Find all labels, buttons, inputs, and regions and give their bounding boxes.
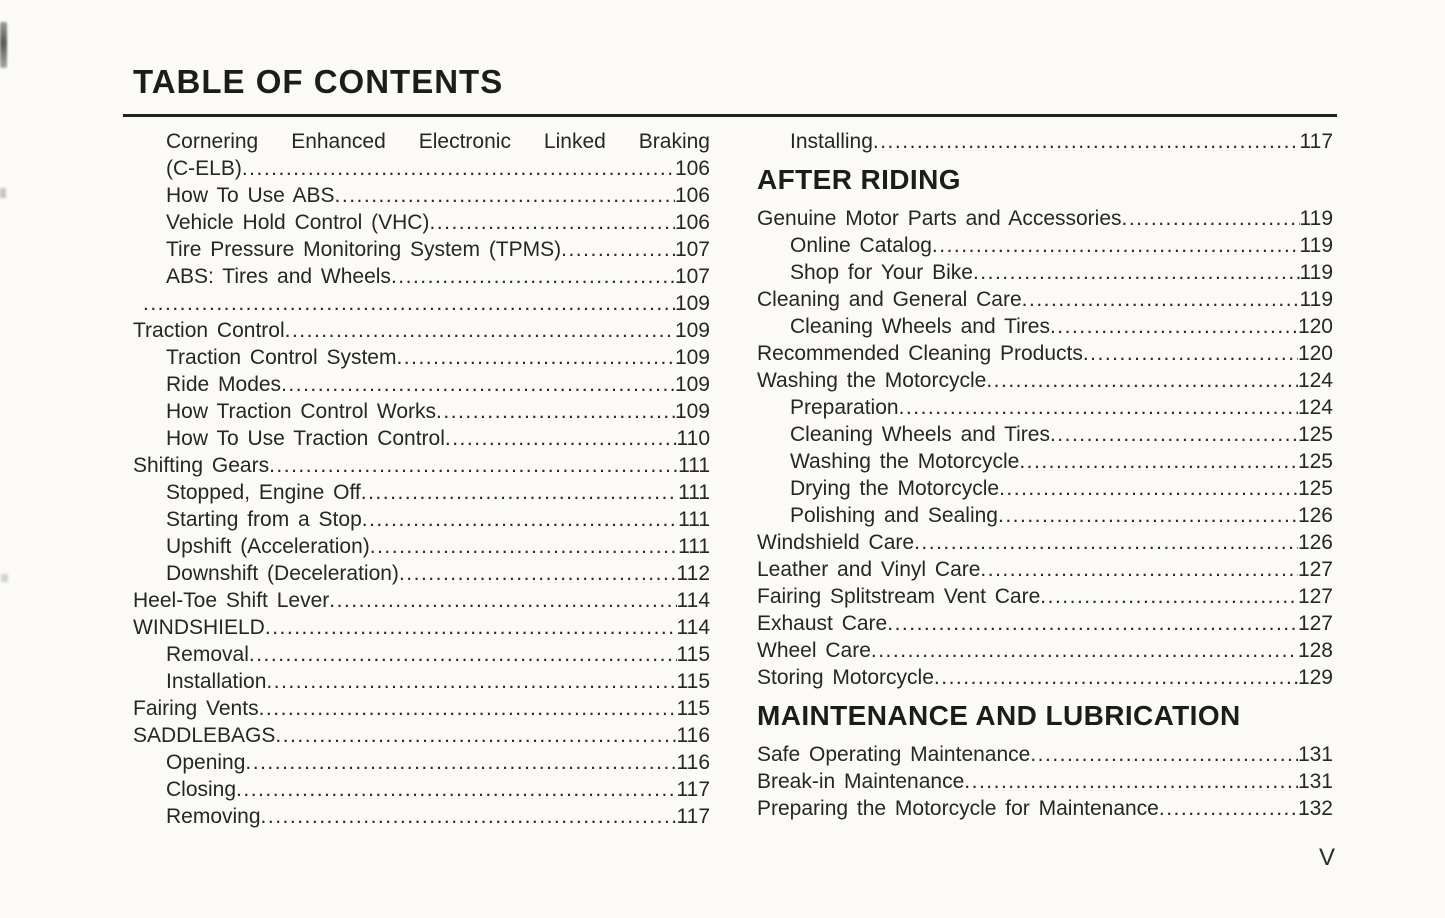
toc-leader-dots xyxy=(266,668,676,695)
toc-leader-dots xyxy=(361,479,678,506)
toc-leader-dots xyxy=(1040,583,1298,610)
toc-entry-label: Ride Modes xyxy=(166,373,282,396)
toc-entry-wrapped-line xyxy=(133,128,710,155)
toc-entry-label: Closing xyxy=(166,778,237,801)
toc-entry xyxy=(133,560,710,587)
toc-leader-dots xyxy=(242,155,675,182)
toc-entry xyxy=(757,583,1333,610)
toc-entry-label: How To Use Traction Control xyxy=(166,427,445,450)
toc-leader-dots xyxy=(999,475,1298,502)
toc-page-number: 107 xyxy=(674,265,710,288)
toc-entry-label: Traction Control xyxy=(133,319,285,342)
toc-page-number: 132 xyxy=(1297,797,1333,820)
toc-page-number: 116 xyxy=(676,751,710,774)
toc-entry-label: Storing Motorcycle xyxy=(757,666,934,689)
toc-entry-label: Traction Control System xyxy=(166,346,397,369)
toc-page-number: 109 xyxy=(674,346,710,369)
toc-entry-label: Installing xyxy=(790,130,873,153)
toc-entry-label: Cornering Enhanced Electronic Linked Braking xyxy=(166,130,710,153)
toc-leader-dots xyxy=(986,367,1298,394)
toc-entry-label: Stopped, Engine Off xyxy=(166,481,361,504)
toc-leader-dots xyxy=(932,232,1300,259)
toc-entry-label: Heel-Toe Shift Lever xyxy=(133,589,330,612)
toc-entry xyxy=(133,398,710,425)
toc-leader-dots xyxy=(973,259,1300,286)
toc-leader-dots xyxy=(143,290,675,317)
toc-entry xyxy=(133,614,710,641)
toc-entry xyxy=(133,533,710,560)
toc-leader-dots xyxy=(249,641,677,668)
toc-leader-dots xyxy=(335,182,675,209)
toc-leader-dots xyxy=(934,664,1298,691)
toc-page-number: 124 xyxy=(1297,369,1333,392)
page-title: TABLE OF CONTENTS xyxy=(133,63,504,100)
toc-entry xyxy=(757,556,1333,583)
scan-edge-artifact xyxy=(0,22,7,68)
scan-edge-artifact xyxy=(0,188,6,198)
toc-column-left xyxy=(133,128,710,830)
toc-leader-dots xyxy=(265,614,677,641)
toc-leader-dots xyxy=(261,803,677,830)
toc-page-number: 125 xyxy=(1297,477,1333,500)
toc-entry-label: Removing xyxy=(166,805,261,828)
toc-page-number: 115 xyxy=(676,697,710,720)
toc-entry-label: Installation xyxy=(166,670,267,693)
toc-leader-dots xyxy=(1019,448,1298,475)
toc-page-number: 125 xyxy=(1297,423,1333,446)
toc-entry xyxy=(133,695,710,722)
toc-entry xyxy=(757,768,1333,795)
toc-page-number: 111 xyxy=(678,454,710,477)
toc-entry xyxy=(757,610,1333,637)
toc-page-number: 106 xyxy=(674,184,710,207)
toc-entry xyxy=(757,259,1333,286)
toc-entry xyxy=(757,741,1333,768)
toc-entry-label: (C-ELB) xyxy=(166,157,242,180)
toc-page-number: 111 xyxy=(678,508,710,531)
toc-leader-dots xyxy=(964,768,1298,795)
toc-entry xyxy=(757,367,1333,394)
toc-page-number: 110 xyxy=(676,427,710,450)
toc-page-number: 128 xyxy=(1297,639,1333,662)
toc-leader-dots xyxy=(391,263,675,290)
toc-entry xyxy=(757,795,1333,822)
toc-entry-label: Opening xyxy=(166,751,246,774)
toc-page-number: 106 xyxy=(674,211,710,234)
toc-entry xyxy=(757,232,1333,259)
toc-entry-label: Upshift (Acceleration) xyxy=(166,535,370,558)
toc-entry-label: Starting from a Stop xyxy=(166,508,362,531)
toc-leader-dots xyxy=(1159,795,1298,822)
toc-leader-dots xyxy=(429,209,675,236)
toc-page-number: 107 xyxy=(674,238,710,261)
toc-leader-dots xyxy=(1122,205,1300,232)
toc-page-number: 109 xyxy=(674,292,710,315)
toc-entry xyxy=(757,340,1333,367)
toc-leader-dots xyxy=(236,776,676,803)
toc-entry-label: Drying the Motorcycle xyxy=(790,477,1000,500)
toc-leader-dots xyxy=(914,529,1298,556)
toc-page-number: 114 xyxy=(676,616,710,639)
toc-entry xyxy=(757,205,1333,232)
toc-entry-label: Genuine Motor Parts and Accessories xyxy=(757,207,1122,230)
toc-leader-dots xyxy=(899,394,1298,421)
toc-entry-label: How To Use ABS xyxy=(166,184,335,207)
toc-page-number: 111 xyxy=(678,535,710,558)
toc-entry xyxy=(133,182,710,209)
toc-entry xyxy=(133,749,710,776)
toc-entry xyxy=(133,155,710,182)
toc-entry xyxy=(757,286,1333,313)
toc-entry xyxy=(133,317,710,344)
toc-entry-label: Exhaust Care xyxy=(757,612,888,635)
toc-page-number: 127 xyxy=(1297,612,1333,635)
toc-leader-dots xyxy=(281,371,675,398)
toc-leader-dots xyxy=(396,344,674,371)
toc-entry xyxy=(133,263,710,290)
toc-page-number: 131 xyxy=(1297,770,1333,793)
toc-entry-label: Windshield Care xyxy=(757,531,915,554)
toc-leader-dots xyxy=(370,533,678,560)
toc-entry xyxy=(133,236,710,263)
toc-entry xyxy=(133,641,710,668)
toc-entry-label: Vehicle Hold Control (VHC) xyxy=(166,211,430,234)
toc-leader-dots xyxy=(871,637,1298,664)
toc-page-number: 109 xyxy=(674,319,710,342)
toc-entry-label: Shop for Your Bike xyxy=(790,261,973,284)
toc-entry xyxy=(757,128,1333,155)
toc-page-number: 126 xyxy=(1297,531,1333,554)
toc-entry-label: Washing the Motorcycle xyxy=(757,369,987,392)
toc-entry xyxy=(133,425,710,452)
toc-entry xyxy=(757,637,1333,664)
toc-page-number: 131 xyxy=(1297,743,1333,766)
toc-entry-label: Preparation xyxy=(790,396,899,419)
toc-entry-label: Online Catalog xyxy=(790,234,932,257)
toc-leader-dots xyxy=(259,695,677,722)
toc-entry xyxy=(757,664,1333,691)
toc-entry xyxy=(133,506,710,533)
toc-page-number: 119 xyxy=(1299,288,1333,311)
toc-page-number: 126 xyxy=(1297,504,1333,527)
toc-leader-dots xyxy=(1022,286,1300,313)
toc-entry-label: Break-in Maintenance xyxy=(757,770,965,793)
toc-entry xyxy=(133,803,710,830)
toc-entry-label: Shifting Gears xyxy=(133,454,270,477)
toc-entry xyxy=(757,421,1333,448)
toc-leader-dots xyxy=(245,749,676,776)
toc-entry-label: Fairing Vents xyxy=(133,697,259,720)
toc-page-number: 106 xyxy=(674,157,710,180)
toc-entry-label: Cleaning and General Care xyxy=(757,288,1022,311)
toc-leader-dots xyxy=(887,610,1298,637)
toc-entry-label: ABS: Tires and Wheels xyxy=(166,265,391,288)
toc-page-number: 127 xyxy=(1297,585,1333,608)
toc-page-number: 119 xyxy=(1299,207,1333,230)
toc-leader-dots xyxy=(445,425,677,452)
toc-entry-label: Fairing Splitstream Vent Care xyxy=(757,585,1041,608)
toc-page-number: 117 xyxy=(676,778,710,801)
toc-entry xyxy=(757,448,1333,475)
scan-edge-artifact xyxy=(1,574,8,582)
toc-entry-label: WINDSHIELD xyxy=(133,616,265,639)
toc-page-number: 112 xyxy=(676,562,710,585)
toc-page-number: 109 xyxy=(674,373,710,396)
toc-entry xyxy=(757,394,1333,421)
toc-entry xyxy=(757,313,1333,340)
toc-entry-label: How Traction Control Works xyxy=(166,400,437,423)
toc-page-number: 111 xyxy=(678,481,710,504)
toc-entry xyxy=(757,529,1333,556)
toc-leader-dots xyxy=(436,398,675,425)
toc-entry-label: Downshift (Deceleration) xyxy=(166,562,399,585)
toc-leader-dots xyxy=(980,556,1298,583)
toc-column-right xyxy=(757,128,1333,830)
toc-entry xyxy=(133,344,710,371)
toc-entry xyxy=(133,722,710,749)
toc-entry-label: Cleaning Wheels and Tires xyxy=(790,315,1050,338)
toc-entry-label: Leather and Vinyl Care xyxy=(757,558,981,581)
toc-entry-label: Wheel Care xyxy=(757,639,871,662)
toc-entry-label: Washing the Motorcycle xyxy=(790,450,1020,473)
toc-entry-label: Recommended Cleaning Products xyxy=(757,342,1083,365)
toc-entry xyxy=(133,290,710,317)
toc-leader-dots xyxy=(269,452,678,479)
toc-section-header: AFTER RIDING xyxy=(757,164,961,195)
toc-entry-label: Cleaning Wheels and Tires xyxy=(790,423,1050,446)
toc-page-number: 114 xyxy=(676,589,710,612)
toc-leader-dots xyxy=(1050,421,1298,448)
toc-leader-dots xyxy=(1050,313,1298,340)
toc-entry xyxy=(133,371,710,398)
toc-entry xyxy=(133,668,710,695)
toc-entry xyxy=(133,479,710,506)
toc-entry xyxy=(133,209,710,236)
toc-page-number: 129 xyxy=(1297,666,1333,689)
toc-leader-dots xyxy=(285,317,675,344)
toc-entry-label: Preparing the Motorcycle for Maintenance xyxy=(757,797,1159,820)
toc-leader-dots xyxy=(998,502,1298,529)
toc-page-number: 125 xyxy=(1297,450,1333,473)
toc-page-number: 119 xyxy=(1299,234,1333,257)
toc-entry xyxy=(757,502,1333,529)
toc-entry xyxy=(757,475,1333,502)
toc-entry-label: SADDLEBAGS xyxy=(133,724,276,747)
toc-leader-dots xyxy=(362,506,678,533)
toc-page-number: 115 xyxy=(676,643,710,666)
toc-page-number: 119 xyxy=(1299,261,1333,284)
toc-page-number: 117 xyxy=(676,805,710,828)
toc-entry-label: Safe Operating Maintenance xyxy=(757,743,1031,766)
toc-columns xyxy=(133,128,1333,830)
toc-entry-label: Polishing and Sealing xyxy=(790,504,998,527)
toc-entry xyxy=(133,452,710,479)
toc-page-number: 120 xyxy=(1297,342,1333,365)
toc-leader-dots xyxy=(1030,741,1298,768)
toc-page-number: 120 xyxy=(1297,315,1333,338)
toc-leader-dots xyxy=(399,560,677,587)
toc-page-number: 116 xyxy=(676,724,710,747)
title-divider xyxy=(123,114,1337,117)
toc-leader-dots xyxy=(561,236,675,263)
toc-entry-label: Tire Pressure Monitoring System (TPMS) xyxy=(166,238,562,261)
toc-page-number: 109 xyxy=(674,400,710,423)
page-number: V xyxy=(1318,844,1335,871)
toc-page-number: 115 xyxy=(676,670,710,693)
toc-page-number: 124 xyxy=(1297,396,1333,419)
toc-leader-dots xyxy=(329,587,676,614)
toc-page-number: 127 xyxy=(1297,558,1333,581)
toc-leader-dots xyxy=(873,128,1300,155)
toc-entry xyxy=(133,587,710,614)
toc-entry-label: Removal xyxy=(166,643,249,666)
toc-section-header: MAINTENANCE AND LUBRICATION xyxy=(757,700,1241,731)
toc-leader-dots xyxy=(1083,340,1298,367)
toc-leader-dots xyxy=(275,722,676,749)
toc-entry xyxy=(133,776,710,803)
toc-page-number: 117 xyxy=(1299,130,1333,153)
